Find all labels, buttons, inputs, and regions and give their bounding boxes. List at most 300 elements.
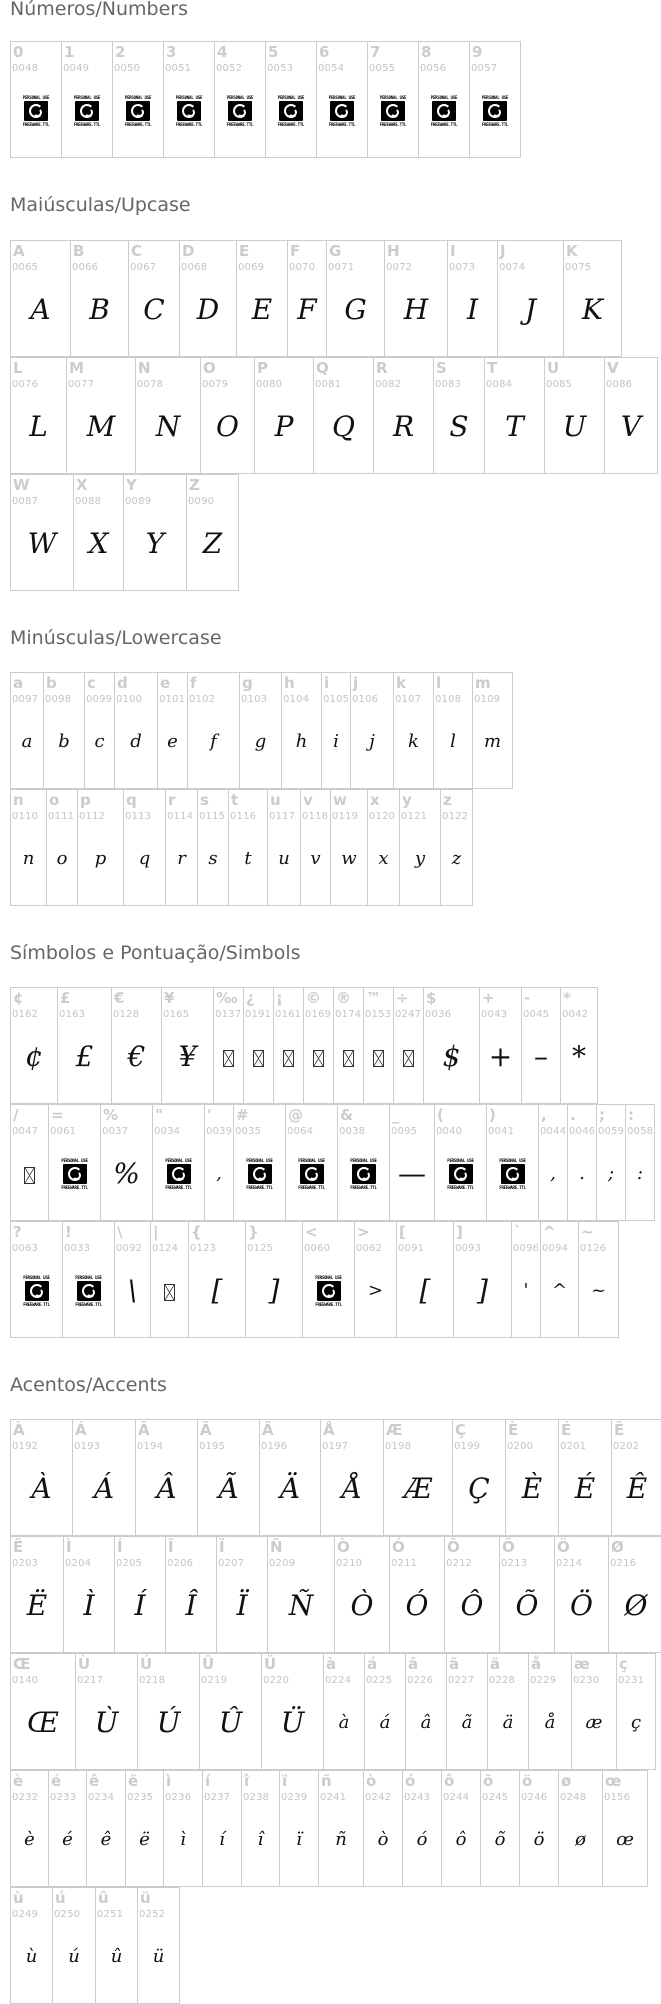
license-badge-icon — [276, 95, 306, 127]
glyph-cell[interactable] — [399, 789, 441, 906]
glyph-cell[interactable] — [567, 1104, 597, 1221]
character-code: 0098 — [45, 694, 72, 705]
character-code: 0094 — [542, 1243, 569, 1254]
glyph-cell[interactable] — [604, 357, 658, 474]
glyph-cell[interactable] — [452, 1419, 506, 1536]
glyph-cell[interactable] — [112, 41, 164, 158]
character-code: 0242 — [365, 1792, 392, 1803]
glyph-preview: ú — [68, 1946, 80, 1967]
glyph-cell[interactable] — [10, 1104, 49, 1221]
character-label: ' — [207, 1106, 212, 1124]
glyph-cell[interactable] — [125, 1770, 164, 1887]
glyph-cell[interactable] — [393, 987, 424, 1104]
glyph-preview: Q — [332, 410, 355, 443]
glyph-cell[interactable] — [528, 1653, 572, 1770]
swirl-logo-icon — [77, 1281, 101, 1301]
glyph-preview: æ — [585, 1712, 603, 1733]
glyph-cell[interactable] — [279, 1770, 319, 1887]
character-label: õ — [483, 1772, 494, 1790]
glyph-cell[interactable] — [86, 1770, 126, 1887]
glyph-preview: g — [254, 731, 267, 752]
glyph-cell[interactable] — [563, 240, 622, 357]
badge-bottom-text: FREEWARE.TTL — [499, 1185, 526, 1190]
glyph-row — [10, 1887, 180, 2004]
character-label: W — [13, 476, 30, 494]
glyph-cell[interactable] — [625, 1104, 655, 1221]
glyph-cell[interactable] — [511, 1221, 541, 1338]
character-code: 0063 — [12, 1243, 39, 1254]
glyph-cell[interactable] — [558, 1419, 612, 1536]
glyph-cell[interactable] — [446, 1653, 488, 1770]
glyph-cell[interactable] — [544, 357, 605, 474]
glyph-cell[interactable] — [75, 1653, 138, 1770]
character-label: Y — [126, 476, 137, 494]
character-code: 0088 — [75, 496, 102, 507]
character-label: ‰ — [216, 989, 238, 1007]
glyph-cell[interactable] — [214, 41, 266, 158]
glyph-cell[interactable] — [216, 1536, 268, 1653]
glyph-cell[interactable] — [402, 1770, 442, 1887]
glyph-cell[interactable] — [10, 1887, 53, 2004]
character-label: f — [190, 674, 197, 692]
character-code: 0163 — [59, 1009, 86, 1020]
glyph-cell[interactable] — [77, 789, 124, 906]
glyph-cell[interactable] — [267, 789, 301, 906]
character-label: M — [69, 359, 84, 377]
character-code: 0165 — [163, 1009, 190, 1020]
glyph-preview: P — [274, 410, 294, 443]
character-label: X — [76, 476, 88, 494]
glyph-preview: Ë — [26, 1589, 48, 1622]
glyph-cell[interactable] — [333, 987, 364, 1104]
glyph-cell[interactable] — [259, 1419, 321, 1536]
glyph-cell[interactable] — [497, 240, 564, 357]
glyph-cell[interactable] — [389, 1536, 445, 1653]
glyph-cell[interactable] — [267, 1536, 335, 1653]
glyph-cell[interactable] — [254, 357, 314, 474]
glyph-cell[interactable] — [187, 672, 240, 789]
glyph-cell[interactable] — [302, 1221, 355, 1338]
glyph-cell[interactable] — [389, 1104, 435, 1221]
glyph-preview: Ã — [218, 1472, 239, 1505]
character-label: y — [402, 791, 412, 809]
glyph-cell[interactable] — [233, 1104, 286, 1221]
glyph-cell[interactable] — [10, 1221, 63, 1338]
glyph-cell[interactable] — [188, 1221, 246, 1338]
glyph-cell[interactable] — [10, 672, 44, 789]
character-label: P — [257, 359, 268, 377]
glyph-cell[interactable] — [63, 1536, 115, 1653]
glyph-cell[interactable] — [10, 987, 58, 1104]
glyph-cell[interactable] — [48, 1770, 87, 1887]
glyph-cell[interactable] — [486, 1104, 539, 1221]
glyph-preview: C — [143, 293, 165, 326]
character-label: l — [436, 674, 442, 692]
glyph-preview: û — [110, 1946, 123, 1967]
character-code: 0124 — [152, 1243, 179, 1254]
glyph-cell[interactable] — [236, 240, 288, 357]
glyph-cell[interactable] — [123, 789, 166, 906]
glyph-cell[interactable] — [137, 1887, 180, 2004]
glyph-cell[interactable] — [303, 987, 334, 1104]
glyph-cell[interactable] — [10, 1536, 64, 1653]
glyph-cell[interactable] — [373, 357, 434, 474]
glyph-cell[interactable] — [608, 1536, 661, 1653]
character-label: o — [49, 791, 60, 809]
glyph-cell[interactable] — [318, 1770, 364, 1887]
glyph-cell[interactable] — [281, 672, 322, 789]
glyph-cell[interactable] — [596, 1104, 626, 1221]
character-label: . — [570, 1106, 576, 1124]
glyph-cell[interactable] — [560, 987, 598, 1104]
character-code: 0199 — [454, 1441, 481, 1452]
character-label: 6 — [319, 43, 330, 61]
glyph-cell[interactable] — [313, 357, 374, 474]
glyph-cell[interactable] — [213, 987, 244, 1104]
glyph-preview: a — [21, 731, 33, 752]
glyph-cell[interactable] — [61, 41, 113, 158]
badge-bottom-text: FREEWARE.TTL — [165, 1185, 192, 1190]
glyph-cell[interactable] — [10, 240, 71, 357]
character-code: 0245 — [482, 1792, 509, 1803]
glyph-cell[interactable] — [57, 987, 112, 1104]
glyph-cell[interactable] — [469, 41, 521, 158]
glyph-cell[interactable] — [199, 1653, 262, 1770]
glyph-cell[interactable] — [135, 1419, 198, 1536]
character-code: 0108 — [435, 694, 462, 705]
glyph-cell[interactable] — [114, 1221, 151, 1338]
glyph-row — [10, 987, 598, 1104]
character-label: 7 — [370, 43, 381, 61]
glyph-cell[interactable] — [273, 987, 304, 1104]
glyph-cell[interactable] — [540, 1221, 579, 1338]
character-label: % — [103, 1106, 119, 1124]
glyph-cell[interactable] — [10, 789, 47, 906]
character-label: C — [131, 242, 143, 260]
glyph-cell[interactable] — [10, 474, 74, 591]
glyph-cell[interactable] — [363, 987, 394, 1104]
glyph-cell[interactable] — [165, 1536, 217, 1653]
glyph-cell[interactable] — [163, 41, 215, 158]
character-code: 0110 — [12, 811, 39, 822]
character-code: 0079 — [202, 379, 229, 390]
glyph-cell[interactable] — [479, 987, 522, 1104]
glyph-cell[interactable] — [285, 1104, 338, 1221]
character-label: u — [270, 791, 281, 809]
character-code: 0102 — [189, 694, 216, 705]
character-code: 0209 — [269, 1558, 296, 1569]
badge-top-text: PERSONAL USE — [430, 95, 458, 100]
glyph-cell[interactable] — [367, 789, 400, 906]
badge-bottom-text: FREEWARE.TTL — [22, 122, 50, 127]
glyph-cell[interactable] — [62, 1221, 115, 1338]
character-label: Ö — [557, 1538, 570, 1556]
glyph-preview: ç — [630, 1712, 642, 1733]
character-code: 0042 — [562, 1009, 589, 1020]
glyph-cell[interactable] — [204, 1104, 234, 1221]
glyph-preview — [11, 1157, 48, 1191]
glyph-cell[interactable] — [571, 1653, 617, 1770]
glyph-cell[interactable] — [367, 41, 419, 158]
character-code: 0052 — [216, 63, 243, 74]
glyph-cell[interactable] — [241, 1770, 280, 1887]
swirl-logo-icon — [432, 101, 456, 121]
character-label: = — [51, 1106, 64, 1124]
character-code: 0161 — [275, 1009, 302, 1020]
badge-bottom-text: FREEWARE.TTL — [481, 122, 509, 127]
character-code: 0237 — [204, 1792, 231, 1803]
glyph-cell[interactable] — [165, 789, 198, 906]
character-label: 1 — [64, 43, 75, 61]
glyph-cell[interactable] — [602, 1770, 648, 1887]
glyph-preview: — — [398, 1157, 426, 1190]
character-code: 0077 — [68, 379, 95, 390]
character-label: Î — [168, 1538, 174, 1556]
glyph-preview: $ — [442, 1040, 461, 1073]
glyph-cell[interactable] — [287, 240, 327, 357]
swirl-logo-icon — [501, 1164, 525, 1184]
license-badge-icon — [480, 95, 510, 127]
glyph-cell[interactable] — [505, 1419, 559, 1536]
glyph-preview: ô — [455, 1829, 467, 1850]
character-label: ü — [140, 1889, 151, 1907]
glyph-preview: å — [544, 1712, 556, 1733]
character-code: 0126 — [580, 1243, 607, 1254]
glyph-cell[interactable] — [10, 41, 62, 158]
character-label: 9 — [472, 43, 483, 61]
character-code: 0045 — [523, 1009, 550, 1020]
glyph-preview: p — [94, 848, 107, 869]
glyph-cell[interactable] — [197, 789, 229, 906]
glyph-cell[interactable] — [70, 240, 129, 357]
glyph-cell[interactable] — [186, 474, 239, 591]
glyph-cell[interactable] — [114, 672, 158, 789]
glyph-cell[interactable] — [434, 1104, 487, 1221]
character-label: + — [482, 989, 495, 1007]
glyph-cell[interactable] — [179, 240, 237, 357]
character-code: 0193 — [74, 1441, 101, 1452]
glyph-preview: T — [505, 410, 524, 443]
character-label: ( — [437, 1106, 444, 1124]
glyph-preview: D — [196, 293, 220, 326]
glyph-cell[interactable] — [300, 789, 331, 906]
glyph-cell[interactable] — [52, 1887, 96, 2004]
badge-top-text: PERSONAL USE — [165, 1158, 192, 1163]
glyph-cell[interactable] — [616, 1653, 656, 1770]
character-label: 3 — [166, 43, 177, 61]
glyph-preview: á — [379, 1712, 391, 1733]
glyph-preview: [ — [211, 1274, 223, 1307]
badge-bottom-text: FREEWARE.TTL — [430, 122, 458, 127]
glyph-cell[interactable] — [364, 1653, 406, 1770]
glyph-cell[interactable] — [558, 1770, 603, 1887]
glyph-cell[interactable] — [43, 672, 85, 789]
glyph-cell[interactable] — [321, 672, 351, 789]
glyph-cell[interactable] — [200, 357, 255, 474]
glyph-cell[interactable] — [48, 1104, 101, 1221]
badge-top-text: PERSONAL USE — [350, 1158, 377, 1163]
character-code: 0235 — [127, 1792, 154, 1803]
glyph-cell[interactable] — [433, 672, 473, 789]
glyph-cell[interactable] — [441, 1770, 481, 1887]
glyph-cell[interactable] — [484, 357, 545, 474]
glyph-cell[interactable] — [320, 1419, 384, 1536]
glyph-preview: B — [89, 293, 110, 326]
glyph-preview: È — [521, 1472, 543, 1505]
glyph-cell[interactable] — [161, 987, 214, 1104]
glyph-cell[interactable] — [334, 1536, 390, 1653]
glyph-cell[interactable] — [447, 240, 498, 357]
glyph-preview: ì — [180, 1829, 186, 1850]
glyph-preview: Â — [156, 1472, 177, 1505]
glyph-cell[interactable] — [499, 1536, 555, 1653]
glyph-cell[interactable] — [197, 1419, 260, 1536]
glyph-preview: ï — [296, 1829, 302, 1850]
character-label: È — [508, 1421, 519, 1439]
glyph-cell[interactable] — [423, 987, 480, 1104]
glyph-cell[interactable] — [66, 357, 136, 474]
glyph-cell[interactable] — [239, 672, 282, 789]
glyph-cell[interactable] — [405, 1653, 447, 1770]
character-label: à — [326, 1655, 337, 1673]
glyph-cell[interactable] — [152, 1104, 205, 1221]
glyph-cell[interactable] — [444, 1536, 500, 1653]
character-code: 0064 — [287, 1126, 314, 1137]
character-code: 0116 — [230, 811, 257, 822]
glyph-cell[interactable] — [418, 41, 470, 158]
glyph-preview: ó — [416, 1829, 428, 1850]
glyph-preview: Á — [93, 1472, 115, 1505]
glyph-cell[interactable] — [480, 1770, 520, 1887]
glyph-cell[interactable] — [150, 1221, 189, 1338]
glyph-cell[interactable] — [578, 1221, 619, 1338]
glyph-cell[interactable] — [337, 1104, 390, 1221]
glyph-cell[interactable] — [135, 357, 201, 474]
glyph-cell[interactable] — [10, 1770, 49, 1887]
glyph-cell[interactable] — [100, 1104, 153, 1221]
character-code: 0114 — [167, 811, 194, 822]
glyph-cell[interactable] — [114, 1536, 166, 1653]
glyph-cell[interactable] — [316, 41, 368, 158]
glyph-cell[interactable] — [157, 672, 188, 789]
glyph-cell[interactable] — [472, 672, 513, 789]
glyph-cell[interactable] — [123, 474, 187, 591]
glyph-cell[interactable] — [111, 987, 162, 1104]
character-label: m — [475, 674, 491, 692]
glyph-preview — [304, 1040, 333, 1074]
glyph-cell[interactable] — [521, 987, 561, 1104]
section-title: Maiúsculas/Upcase — [10, 194, 191, 216]
glyph-cell[interactable] — [73, 474, 124, 591]
glyph-preview: b — [58, 731, 70, 752]
license-badge-icon — [225, 95, 255, 127]
glyph-cell[interactable] — [202, 1770, 242, 1887]
glyph-cell[interactable] — [261, 1653, 324, 1770]
character-label: © — [306, 989, 321, 1007]
glyph-cell[interactable] — [393, 672, 434, 789]
character-code: 0112 — [79, 811, 106, 822]
glyph-cell[interactable] — [228, 789, 268, 906]
badge-top-text: PERSONAL USE — [175, 95, 203, 100]
glyph-cell[interactable] — [10, 1419, 73, 1536]
character-code: 0153 — [365, 1009, 392, 1020]
character-label: ] — [456, 1223, 463, 1241]
character-label: ô — [444, 1772, 455, 1790]
badge-bottom-text: FREEWARE.TTL — [61, 1185, 88, 1190]
glyph-cell[interactable] — [10, 1653, 76, 1770]
glyph-cell[interactable] — [350, 672, 394, 789]
badge-top-text: PERSONAL USE — [246, 1158, 273, 1163]
glyph-cell[interactable] — [72, 1419, 136, 1536]
character-code: 0100 — [116, 694, 143, 705]
glyph-cell[interactable] — [396, 1221, 454, 1338]
glyph-cell[interactable] — [440, 789, 473, 906]
glyph-cell[interactable] — [538, 1104, 568, 1221]
character-code: 0090 — [188, 496, 215, 507]
glyph-cell[interactable] — [84, 672, 115, 789]
character-code: 0069 — [238, 262, 265, 273]
glyph-cell[interactable] — [363, 1770, 403, 1887]
character-label: N — [138, 359, 151, 377]
glyph-cell[interactable] — [519, 1770, 559, 1887]
glyph-cell[interactable] — [433, 357, 485, 474]
character-label: F — [290, 242, 301, 260]
glyph-cell[interactable] — [453, 1221, 512, 1338]
glyph-cell[interactable] — [137, 1653, 200, 1770]
character-code: 0234 — [88, 1792, 115, 1803]
glyph-cell[interactable] — [383, 1419, 453, 1536]
character-code: 0083 — [435, 379, 462, 390]
character-code: 0097 — [12, 694, 39, 705]
badge-bottom-text: FREEWARE.TTL — [447, 1185, 474, 1190]
glyph-cell[interactable] — [163, 1770, 203, 1887]
character-code: 0241 — [320, 1792, 347, 1803]
character-label: £ — [60, 989, 71, 1007]
glyph-cell[interactable] — [554, 1536, 609, 1653]
glyph-cell[interactable] — [611, 1419, 661, 1536]
character-label: ñ — [321, 1772, 332, 1790]
glyph-preview: + — [488, 1040, 513, 1073]
glyph-cell[interactable] — [265, 41, 317, 158]
glyph-preview: ê — [100, 1829, 112, 1850]
glyph-cell[interactable] — [323, 1653, 365, 1770]
character-code: 0248 — [560, 1792, 587, 1803]
character-code: 0048 — [12, 63, 39, 74]
badge-bottom-text: FREEWARE.TTL — [350, 1185, 377, 1190]
glyph-cell[interactable] — [243, 987, 274, 1104]
glyph-cell[interactable] — [95, 1887, 138, 2004]
glyph-preview: í — [219, 1829, 225, 1850]
missing-glyph-icon — [403, 1050, 414, 1067]
glyph-cell[interactable] — [384, 240, 448, 357]
glyph-cell[interactable] — [354, 1221, 397, 1338]
badge-bottom-text: FREEWARE.TTL — [315, 1302, 342, 1307]
character-code: 0123 — [190, 1243, 217, 1254]
glyph-cell[interactable] — [487, 1653, 529, 1770]
character-code: 0204 — [65, 1558, 92, 1569]
glyph-cell[interactable] — [46, 789, 78, 906]
character-label: v — [303, 791, 313, 809]
character-label: Ò — [337, 1538, 350, 1556]
glyph-cell[interactable] — [326, 240, 385, 357]
glyph-cell[interactable] — [10, 357, 67, 474]
glyph-cell[interactable] — [245, 1221, 303, 1338]
badge-bottom-text: FREEWARE.TTL — [75, 1302, 102, 1307]
glyph-cell[interactable] — [330, 789, 368, 906]
glyph-preview: Ì — [83, 1589, 95, 1622]
glyph-cell[interactable] — [128, 240, 180, 357]
character-label: û — [98, 1889, 109, 1907]
